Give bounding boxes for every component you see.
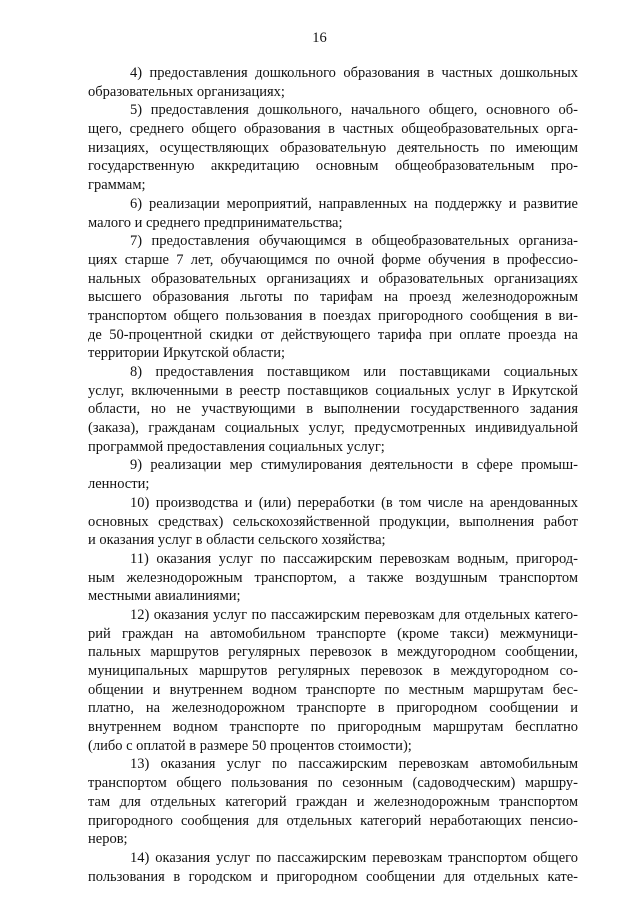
text-line: (заказа), гражданам социальных услуг, предусмотренных индивидуальной	[88, 420, 578, 437]
text-line: образовательных организациях;	[88, 83, 285, 100]
text-line: местными авиалиниями;	[88, 588, 241, 605]
text-line: (либо с оплатой в размере 50 процентов стоимости);	[88, 737, 412, 754]
text-line: основных средствах) сельскохозяйственной продукции, выполнения работ	[88, 513, 578, 530]
text-line: 14) оказания услуг по пассажирским перевозкам транспортом общего	[130, 849, 578, 866]
text-line: 11) оказания услуг по пассажирским перевозкам водным, пригород-	[130, 550, 578, 567]
text-line: 5) предоставления дошкольного, начального общего, основного об-	[130, 102, 578, 119]
text-line: внутреннем водном транспорте по пригородным маршрутам бесплатно	[88, 719, 578, 736]
text-line: 12) оказания услуг по пассажирским перевозкам для отдельных катего-	[130, 606, 578, 623]
text-line: пальных маршрутов регулярных перевозок в междугородном сообщении,	[88, 644, 578, 661]
text-line: неров;	[88, 831, 128, 848]
text-line: рий граждан на автомобильном транспорте (кроме такси) межмуници-	[88, 625, 578, 642]
text-line: общении и внутреннем водном транспорте по местным маршрутам бес-	[88, 681, 578, 698]
text-line: 13) оказания услуг по пассажирским перевозкам автомобильным	[130, 756, 578, 773]
text-line: ленности;	[88, 476, 150, 493]
text-line: области, но не участвующими в выполнении государственного задания	[88, 401, 578, 418]
text-line: 7) предоставления обучающимся в общеобразовательных организа-	[130, 233, 578, 250]
document-body	[88, 64, 578, 886]
text-line: ным железнодорожным транспортом, а также воздушным транспортом	[88, 569, 578, 586]
text-line: пригородного сообщения для отдельных категорий неработающих пенсио-	[88, 812, 578, 829]
text-line: высшего образования льготы по тарифам на проезд железнодорожным	[88, 289, 578, 306]
text-line: 9) реализации мер стимулирования деятельности в сфере промыш-	[130, 457, 578, 474]
text-line: граммам;	[88, 177, 146, 194]
text-line: 4) предоставления дошкольного образования в частных дошкольных	[130, 65, 578, 81]
text-line: пользования в городском и пригородном сообщении для отдельных кате-	[88, 868, 578, 885]
text-line: щего, среднего общего образования в частных общеобразовательных орга-	[88, 121, 578, 138]
text-line: малого и среднего предпринимательства;	[88, 214, 343, 231]
text-line: нальных образовательных организациях и образовательных организациях	[88, 270, 578, 287]
text-line: транспортом общего пользования в поездах пригородного сообщения в ви-	[88, 307, 578, 324]
text-line: платно, на железнодорожном транспорте в пригородном сообщении и	[88, 700, 578, 717]
text-line: 8) предоставления поставщиком или поставщиками социальных	[130, 364, 578, 380]
text-line: низациях, осуществляющих образовательную деятельность по имеющим	[88, 139, 578, 156]
page-number: 16	[312, 30, 327, 46]
text-line: 6) реализации мероприятий, направленных на поддержку и развитие	[130, 195, 578, 212]
text-line: и оказания услуг в области сельского хозяйства;	[88, 532, 386, 549]
text-line: там для отдельных категорий граждан и железнодорожным транспортом	[88, 793, 578, 810]
text-line: транспортом общего пользования по сезонным (садоводческим) маршру-	[88, 775, 578, 792]
text-line: муниципальных маршрутов регулярных перевозок в междугородном со-	[88, 663, 578, 679]
text-line: государственную аккредитацию основным общеобразовательным про-	[88, 158, 578, 175]
text-line: циях старше 7 лет, обучающимся по очной форме обучения в профессио-	[88, 251, 578, 268]
text-line: услуг, включенными в реестр поставщиков социальных услуг в Иркутской	[88, 382, 578, 399]
text-line: де 50-процентной скидки от действующего тарифа при оплате проезда на	[88, 326, 578, 343]
text-line: 10) производства и (или) переработки (в том числе на арендованных	[130, 494, 578, 511]
text-line: территории Иркутской области;	[88, 345, 286, 362]
text-line: программой предоставления социальных услуг;	[88, 438, 385, 455]
